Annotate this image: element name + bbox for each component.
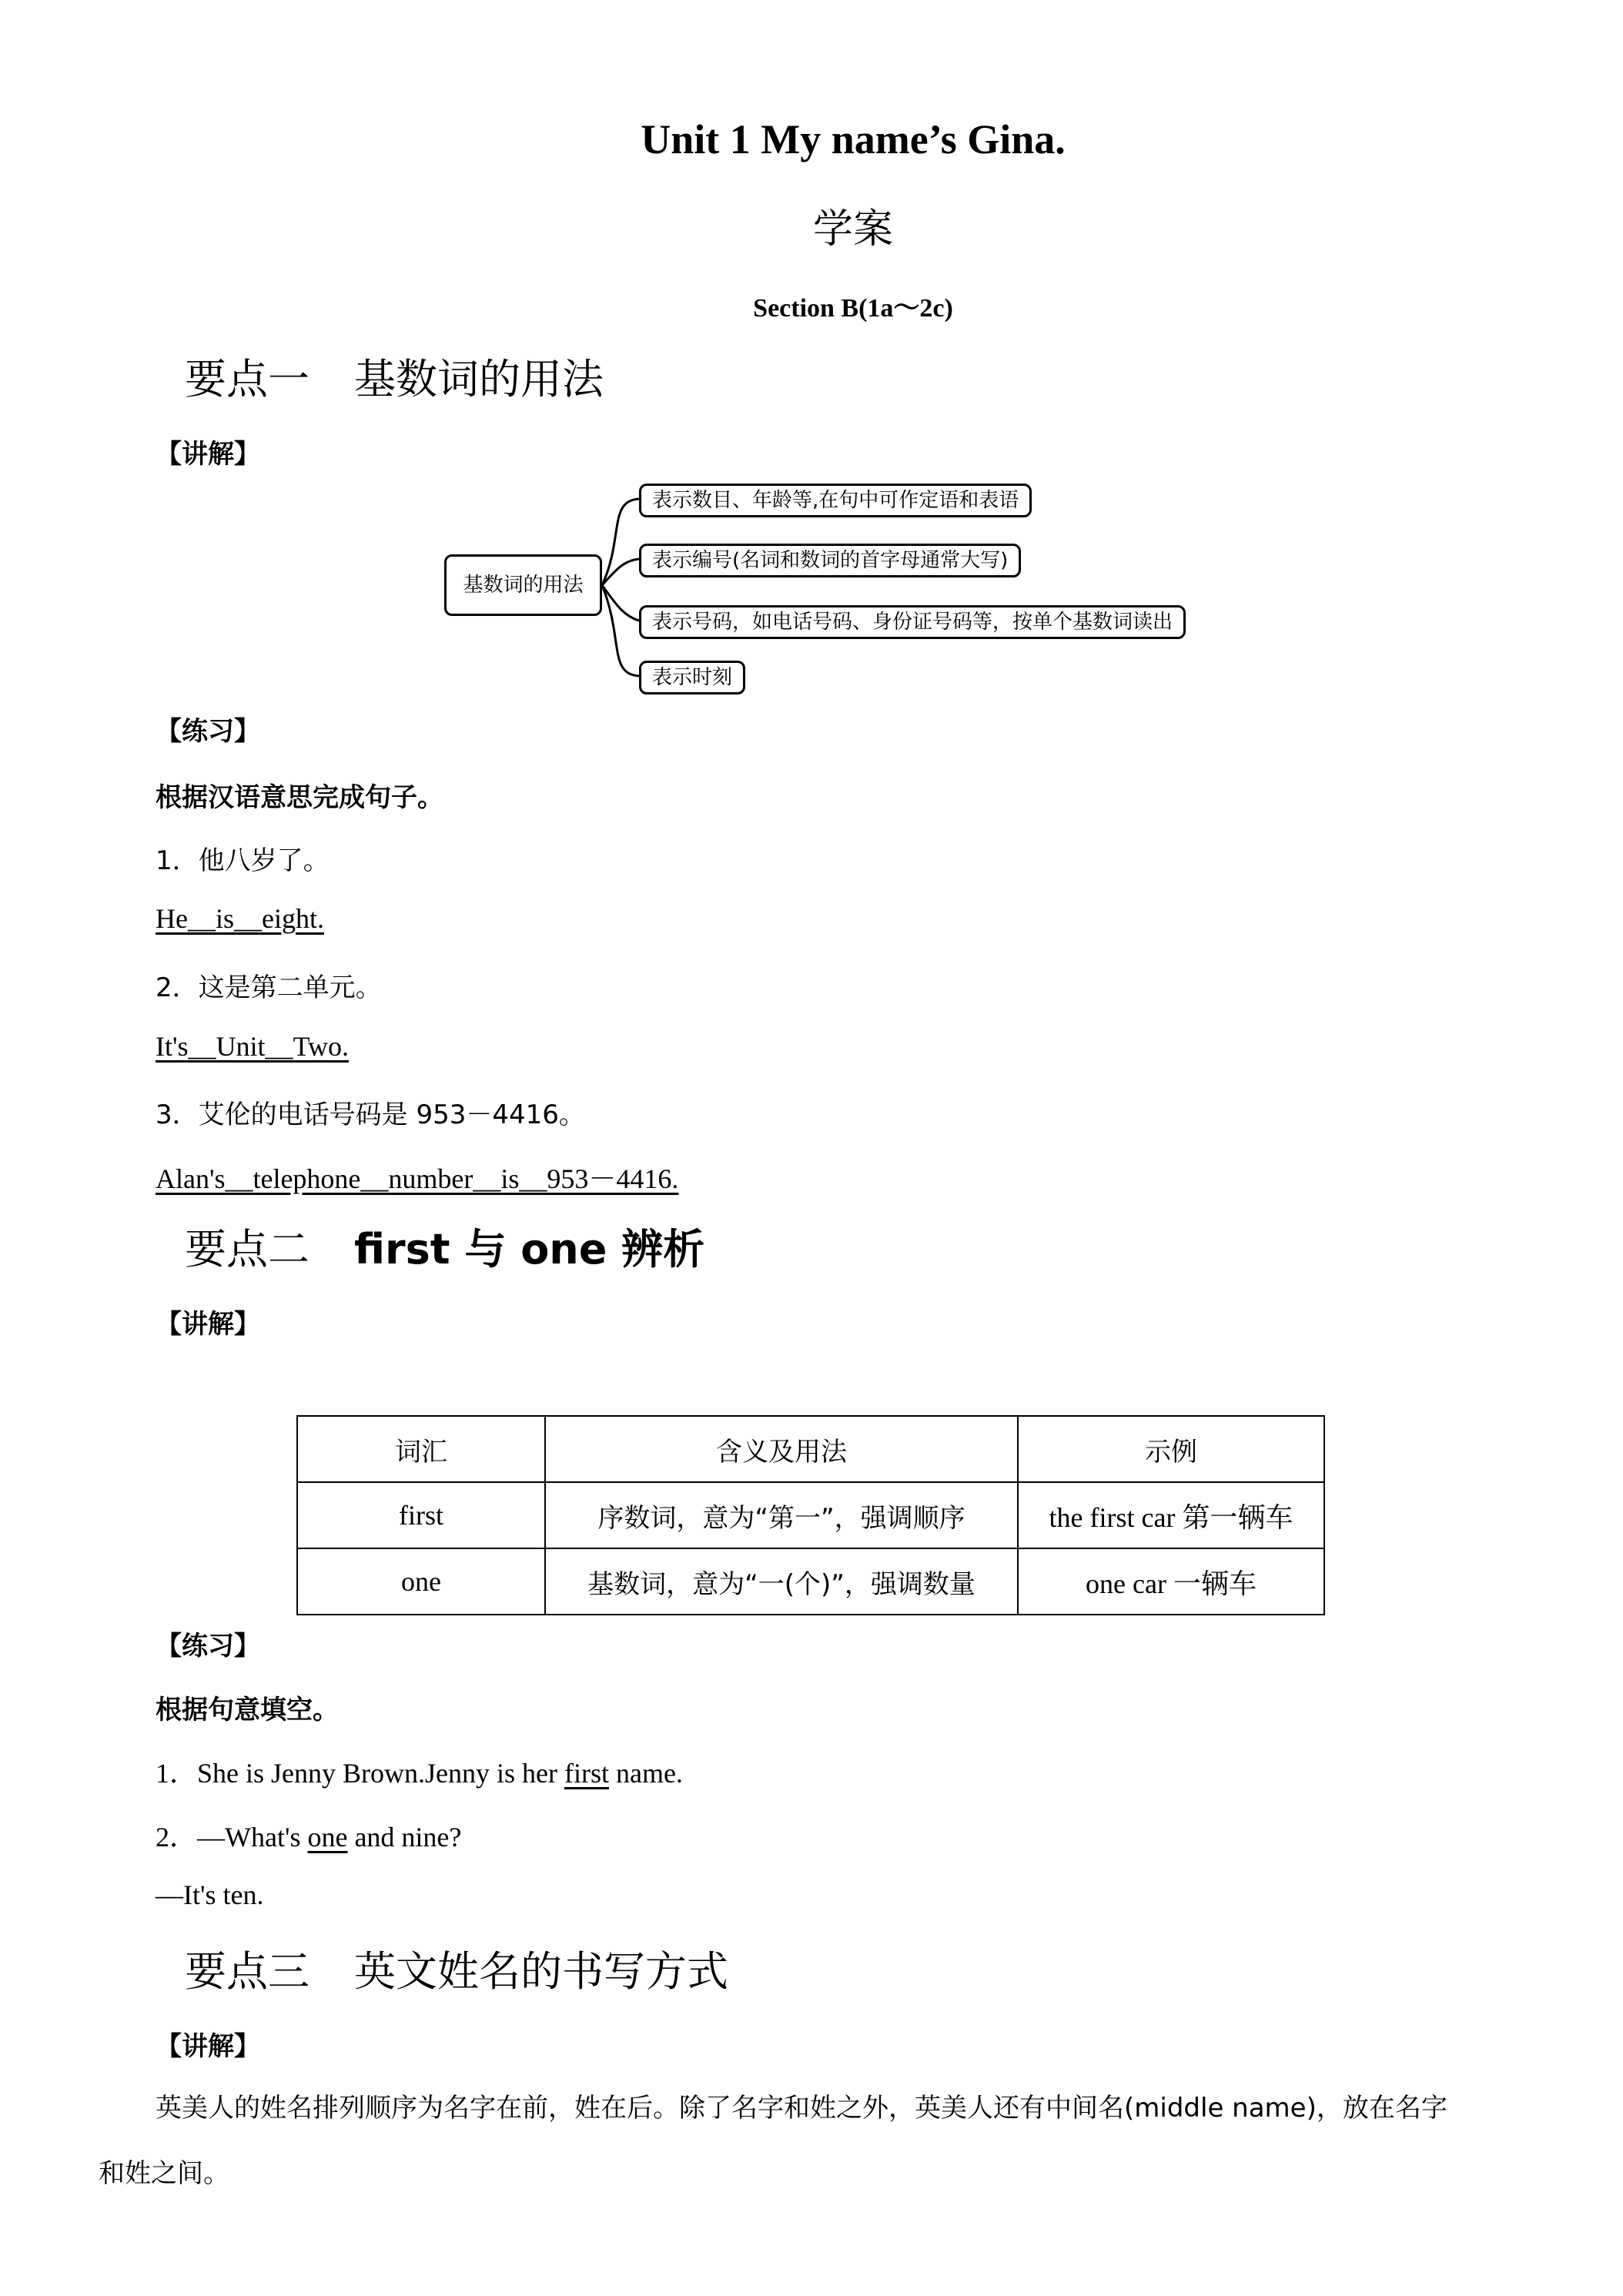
q1-text-after: name. bbox=[608, 1758, 683, 1789]
point2-reply bbox=[156, 1879, 263, 1911]
q2-reply-text: —It's ten. bbox=[156, 1879, 264, 1910]
table-cell: 序数词，意为“第一”，强调顺序 bbox=[545, 1482, 1018, 1548]
table-header-row bbox=[297, 1416, 1324, 1482]
point3-heading-text: 英文姓名的书写方式 bbox=[354, 1947, 728, 1996]
q1-answer: first bbox=[564, 1758, 609, 1789]
mindmap-branch-4: 表示时刻 bbox=[639, 661, 745, 694]
point1-explain-label: 【讲解】 bbox=[156, 439, 260, 470]
table-cell: the first car 第一辆车 bbox=[1018, 1482, 1324, 1548]
point2-explain-label: 【讲解】 bbox=[156, 1309, 260, 1340]
section-label: Section B(1a～2c) bbox=[753, 294, 953, 323]
q2-answer: one bbox=[307, 1822, 348, 1853]
table-header-cell: 词汇 bbox=[297, 1416, 545, 1482]
point3-heading-num: 要点三 bbox=[185, 1947, 310, 1996]
point2-heading bbox=[185, 1217, 704, 1276]
point2-heading-num: 要点二 bbox=[185, 1225, 310, 1274]
point1-question-3: 3．艾伦的电话号码是 953－4416。 bbox=[156, 1099, 585, 1130]
point3-explain-label: 【讲解】 bbox=[156, 2031, 260, 2062]
point1-answer-3: Alan's__telephone__number__is__953－4416. bbox=[156, 1163, 679, 1194]
point3-paragraph-line-1: 英美人的姓名排列顺序为名字在前，姓在后。除了名字和姓之外，英美人还有中间名(middle name)，放在名字 bbox=[156, 2093, 1447, 2124]
mindmap-center: 基数词的用法 bbox=[444, 554, 602, 616]
table-cell: 基数词，意为“一(个)”，强调数量 bbox=[545, 1548, 1018, 1615]
point1-heading-num: 要点一 bbox=[185, 355, 310, 403]
point3-paragraph-line-2: 和姓之间。 bbox=[99, 2158, 229, 2189]
comparison-table bbox=[296, 1415, 1325, 1615]
table-cell: one bbox=[297, 1548, 545, 1615]
point1-answer-1: He__is__eight. bbox=[156, 903, 324, 934]
q1-text-before: 1．She is Jenny Brown.Jenny is her bbox=[156, 1758, 564, 1789]
point1-question-2: 2．这是第二单元。 bbox=[156, 972, 382, 1003]
point1-answer-2: It's__Unit__Two. bbox=[156, 1031, 349, 1062]
table-row bbox=[297, 1482, 1324, 1548]
table-row bbox=[297, 1548, 1324, 1615]
point2-instruction: 根据句意填空。 bbox=[156, 1695, 339, 1725]
point1-question-1: 1．他八岁了。 bbox=[156, 845, 330, 876]
q2-text-after: and nine? bbox=[347, 1822, 462, 1853]
point2-heading-text: first 与 one 辨析 bbox=[354, 1225, 705, 1274]
table-cell: one car 一辆车 bbox=[1018, 1548, 1324, 1615]
table-cell: first bbox=[297, 1482, 545, 1548]
table-header-cell: 含义及用法 bbox=[545, 1416, 1018, 1482]
point2-question-1 bbox=[156, 1752, 683, 1791]
point3-heading bbox=[185, 1939, 728, 1998]
point2-question-2 bbox=[156, 1816, 461, 1855]
table-header-cell: 示例 bbox=[1018, 1416, 1324, 1482]
point1-instruction: 根据汉语意思完成句子。 bbox=[156, 782, 443, 813]
mindmap-branch-2: 表示编号(名词和数词的首字母通常大写) bbox=[639, 544, 1021, 577]
point2-practice-label: 【练习】 bbox=[156, 1631, 260, 1662]
mindmap-branch-1: 表示数目、年龄等,在句中可作定语和表语 bbox=[639, 484, 1032, 517]
page-title: Unit 1 My name’s Gina. bbox=[641, 116, 1066, 162]
page-subtitle: 学案 bbox=[812, 206, 893, 253]
mindmap-branch-3: 表示号码，如电话号码、身份证号码等，按单个基数词读出 bbox=[639, 605, 1186, 639]
point1-heading-text: 基数词的用法 bbox=[354, 355, 604, 403]
point1-practice-label: 【练习】 bbox=[156, 716, 260, 747]
q2-text-before: 2．—What's bbox=[156, 1822, 308, 1853]
